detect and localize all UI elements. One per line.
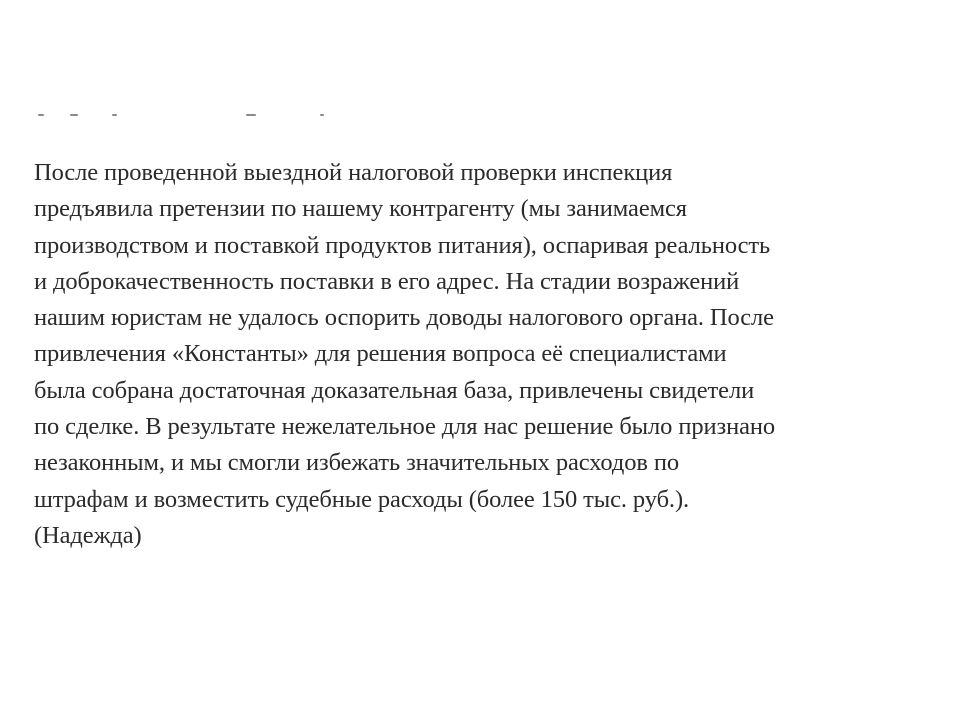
- text-line: и доброкачественность поставки в его адрес. На стадии возражений: [34, 267, 740, 295]
- text-line: привлечения «Константы» для решения вопроса её специалистами: [34, 340, 727, 368]
- testimonial-text: [34, 155, 944, 554]
- text-line: После проведенной выездной налоговой проверки инспекция: [34, 159, 673, 186]
- text-line: незаконным, и мы смогли избежать значительных расходов по: [34, 449, 680, 477]
- text-line: производством и поставкой продуктов питания), оспаривая реальность: [34, 231, 771, 259]
- text-line: штрафам и возместить судебные расходы (более 150 тыс. руб.).: [34, 485, 690, 513]
- text-line: предъявила претензии по нашему контрагенту (мы занимаемся: [34, 195, 687, 223]
- text-line: нашим юристам не удалось оспорить доводы налогового органа. После: [34, 304, 774, 332]
- text-line: была собрана достаточная доказательная база, привлечены свидетели: [34, 376, 755, 404]
- text-line: по сделке. В результате нежелательное для нас решение было признано: [34, 413, 776, 441]
- author-signature: (Надежда): [34, 521, 142, 549]
- cropped-text-remnant: [34, 112, 334, 118]
